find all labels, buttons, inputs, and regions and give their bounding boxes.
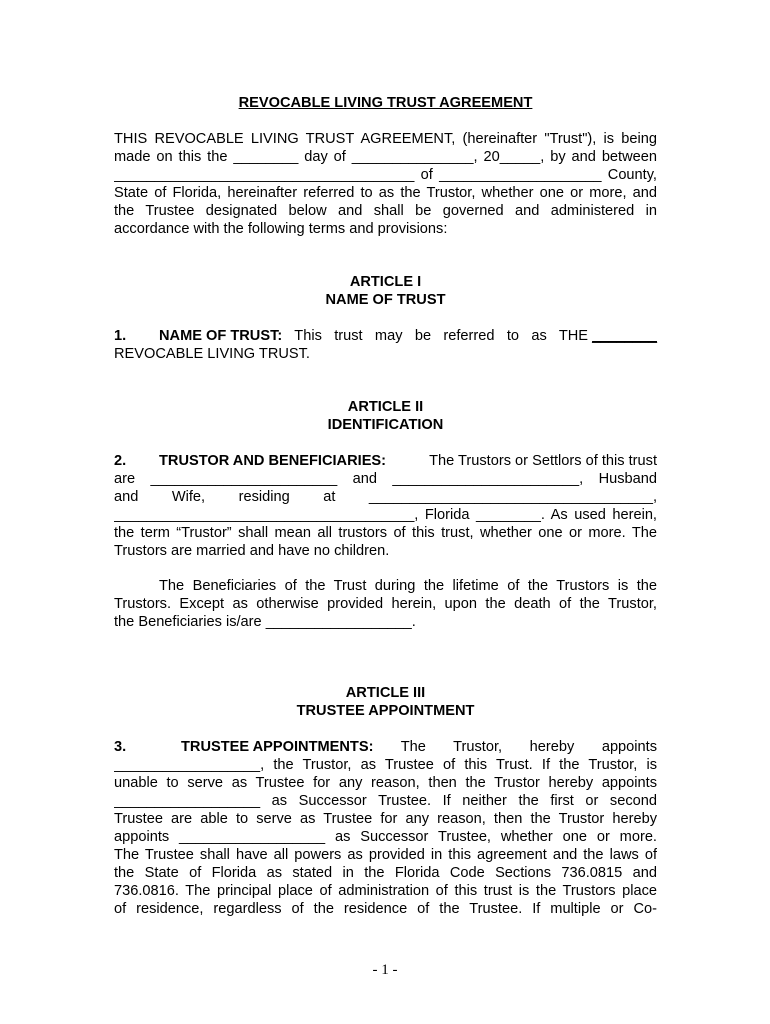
article-1-heading: ARTICLE I [349,274,422,290]
section-3-line: Trustee are able to serve as Trustee for any reason, then the Trustor hereby [114,811,657,827]
section-3-text: The Trustor, hereby appoints [373,739,657,755]
section-3-line: 736.0816. The principal place of administration of this trust is the Trustors place [114,883,657,899]
section-2-line: _____________________________________, Florida ________. As used herein, [114,507,657,523]
intro-line: made on this the ________ day of _______________, 20_____, by and between [114,149,657,165]
section-3-line: The Trustee shall have all powers as provided in this agreement and the laws of [114,847,657,863]
section-3 [114,738,657,918]
article-2-heading: ARTICLE II [347,399,424,415]
section-3-line: of residence, regardless of the residence of the Trustee. If multiple or Co- [114,901,657,917]
intro-paragraph [114,130,657,238]
section-2 [114,452,657,560]
document-title: REVOCABLE LIVING TRUST AGREEMENT [238,95,533,111]
section-3-line [114,738,657,756]
section-2-number: 2. [114,453,127,469]
page-number: - 1 - [372,962,398,978]
section-1-label: NAME OF TRUST: [159,328,283,344]
intro-line: _____________________________________ of ____________________ County, [114,167,657,183]
section-2-p2-line: The Beneficiaries of the Trust during the lifetime of the Trustors is the [159,578,657,594]
article-3-heading: ARTICLE III [345,685,426,701]
section-2-line: are _______________________ and _______________________, Husband [114,471,657,487]
intro-line: State of Florida, hereinafter referred to as the Trustor, whether one or more, and [114,185,657,201]
section-2-p2-line: the Beneficiaries is/are __________________. [114,614,416,630]
section-1-blank: ________ [592,328,657,344]
article-2-subheading: IDENTIFICATION [327,417,444,433]
section-2-line [114,452,657,470]
section-2-text: The Trustors or Settlors of this trust [421,453,657,469]
section-1-line [114,327,657,345]
section-2-line: Trustors are married and have no children. [114,543,390,559]
section-3-line: appoints __________________ as Successor Trustee, whether one or more. [114,829,657,845]
intro-line: accordance with the following terms and provisions: [114,221,448,237]
section-1-line-2: REVOCABLE LIVING TRUST. [114,346,310,362]
section-3-label: TRUSTEE APPOINTMENTS: [181,739,374,755]
section-3-number: 3. [114,739,127,755]
section-2-line: the term “Trustor” shall mean all trustors of this trust, whether one or more. The [114,525,657,541]
section-2-line: and Wife, residing at ___________________________________, [114,489,657,505]
section-2-paragraph-2 [114,577,657,631]
section-1-text: This trust may be referred to as THE [282,328,593,344]
section-1-number: 1. [114,328,127,344]
section-3-line: unable to serve as Trustee for any reason, then the Trustor hereby appoints [114,775,657,791]
section-2-label: TRUSTOR AND BENEFICIARIES: [159,453,387,469]
section-3-line: __________________ as Successor Trustee. If neither the first or second [114,793,657,809]
article-3-subheading: TRUSTEE APPOINTMENT [296,703,475,719]
section-3-line: __________________, the Trustor, as Trustee of this Trust. If the Trustor, is [114,757,657,773]
intro-line: THIS REVOCABLE LIVING TRUST AGREEMENT, (hereinafter "Trust"), is being [114,131,657,147]
section-1 [114,327,657,363]
intro-line: the Trustee designated below and shall be governed and administered in [114,203,657,219]
section-3-line: the State of Florida as stated in the Florida Code Sections 736.0815 and [114,865,657,881]
article-1-subheading: NAME OF TRUST [325,292,446,308]
section-2-p2-line: Trustors. Except as otherwise provided herein, upon the death of the Trustor, [114,596,657,612]
